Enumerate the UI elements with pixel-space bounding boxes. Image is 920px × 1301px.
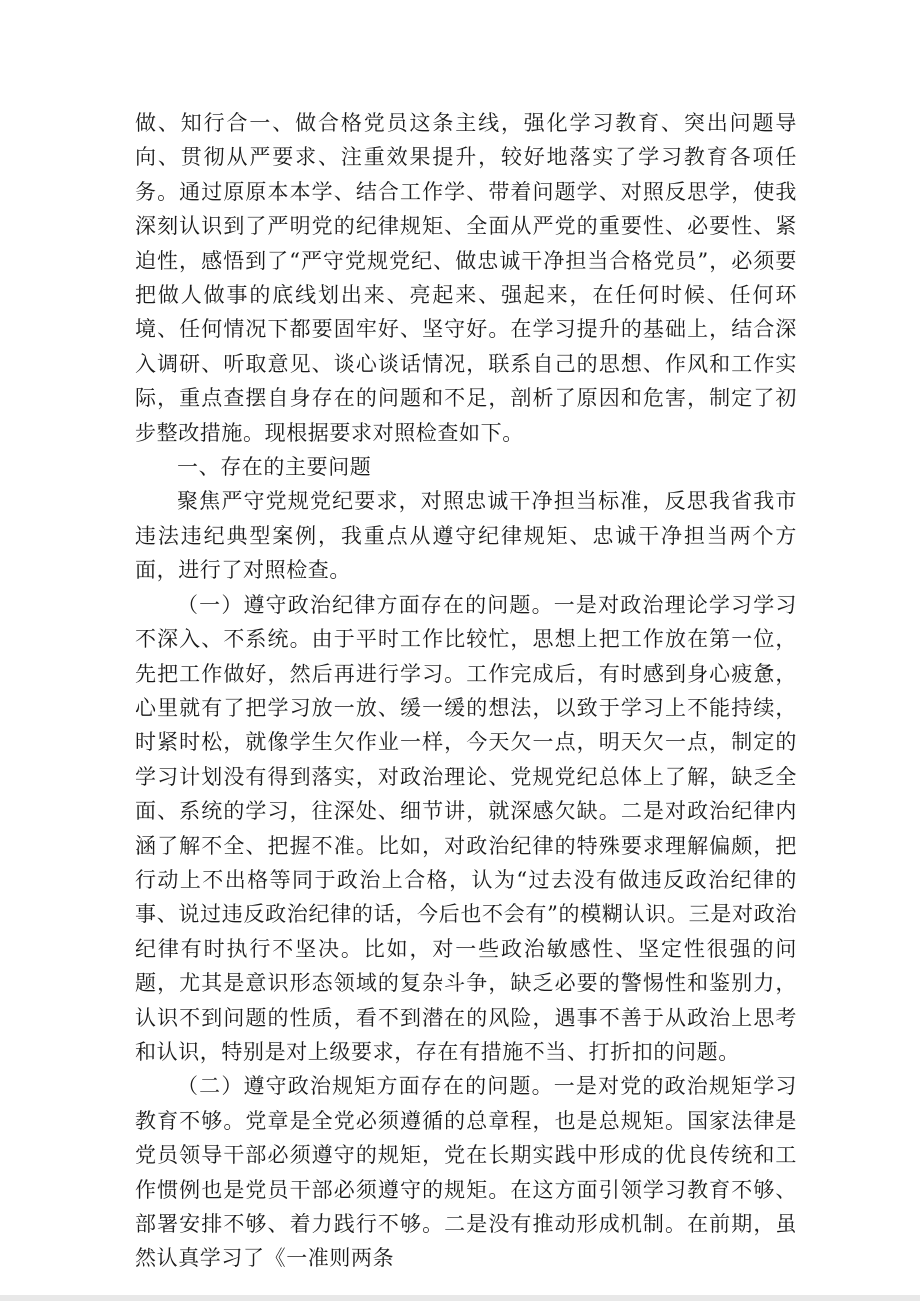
paragraph-intro: 做、知行合一、做合格党员这条主线，强化学习教育、突出问题导向、贯彻从严要求、注重效果提升，较好地落实了学习教育各项任务。通过原原本本学、结合工作学、带着问题学、对照反思学，使我深刻认识到了严明党的纪律规矩、全面从严党的重要性、必要性、紧迫性，感悟到了“严守党规党纪、做忠诚干净担当合格党员”，必须要把做人做事的底线划出来、亮起来、强起来，在任何时候、任何环境、任何情况下都要固牢好、坚守好。在学习提升的基础上，结合深入调研、听取意见、谈心谈话情况，联系自己的思想、作风和工作实际，重点查摆自身存在的问题和不足，剖析了原因和危害，制定了初步整改措施。现根据要求对照检查如下。 xyxy=(135,111,797,445)
paragraph-political-discipline: （一）遵守政治纪律方面存在的问题。一是对政治理论学习学习不深入、不系统。由于平时工作比较忙，思想上把工作放在第一位，先把工作做好，然后再进行学习。工作完成后，有时感到身心疲惫，心里就有了把学习放一放、缓一缓的想法，以致于学习上不能持续，时紧时松，就像学生欠作业一样，今天欠一点，明天欠一点，制定的学习计划没有得到落实，对政治理论、党规党纪总体上了解，缺乏全面、系统的学习，往深处、细节讲，就深感欠缺。二是对政治纪律内涵了解不全、把握不准。比如，对政治纪律的特殊要求理解偏颇，把行动上不出格等同于政治上合格，认为“过去没有做违反政治纪律的事、说过违反政治纪律的话，今后也不会有”的模糊认识。三是对政治纪律有时执行不坚决。比如，对一些政治敏感性、坚定性很强的问题，尤其是意识形态领域的复杂斗争，缺乏必要的警惕性和鉴别力，认识不到问题的性质，看不到潜在的风险，遇事不善于从政治上思考和认识，特别是对上级要求，存在有措施不当、打折扣的问题。 xyxy=(135,592,797,1064)
paragraph-focus: 聚焦严守党规党纪要求，对照忠诚干净担当标准，反思我省我市违法违纪典型案例，我重点从遵守纪律规矩、忠诚干净担当两个方面，进行了对照检查。 xyxy=(135,489,797,583)
section-heading-main-problems: 一、存在的主要问题 xyxy=(177,455,372,480)
document-body xyxy=(135,106,797,1276)
page-bottom-divider xyxy=(0,1295,920,1301)
paragraph-political-rules: （二）遵守政治规矩方面存在的问题。一是对党的政治规矩学习教育不够。党章是全党必须遵循的总章程，也是总规矩。国家法律是党员领导干部必须遵守的规矩，党在长期实践中形成的优良传统和工作惯例也是党员干部必须遵守的规矩。在这方面引领学习教育不够、部署安排不够、着力践行不够。二是没有推动形成机制。在前期，虽然认真学习了《一准则两条 xyxy=(135,1074,797,1271)
